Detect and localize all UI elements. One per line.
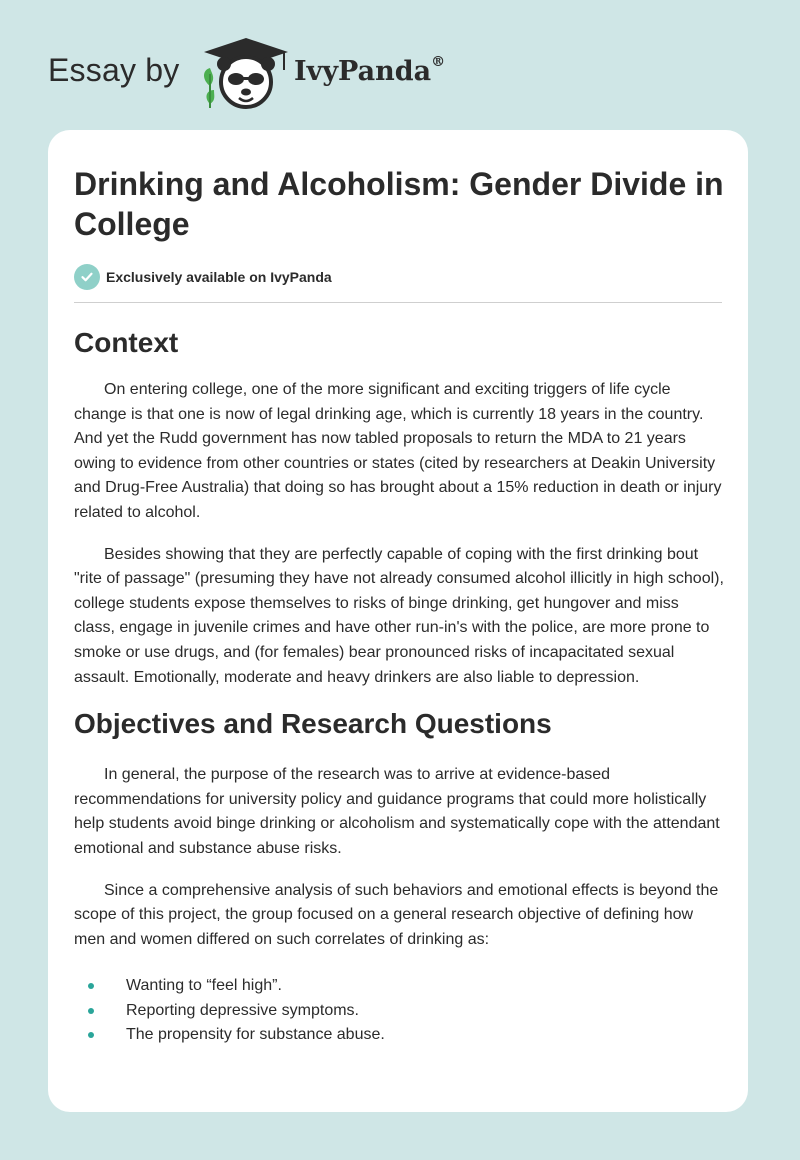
exclusive-badge: [74, 264, 332, 290]
logo-wordmark[interactable]: IvyPanda®: [294, 54, 446, 87]
section-heading-context: Context: [74, 327, 179, 358]
article-card: [48, 130, 748, 1112]
paragraph: Besides showing that they are perfectly capable of coping with the first drinking bout "rite of passage" (presuming they have not already consumed alcohol illicitly in high school), college students expose themselves to risks of binge drinking, get hungover and miss class, engage in juvenile crimes and have other run-in's with the police, are more prone to smoke or use drugs, and (for females) bear pronounced risks of incapacitated sexual assault. Emotionally, moderate and heavy drinkers are also liable to depression.: [74, 545, 724, 686]
paragraph: Since a comprehensive analysis of such behaviors and emotional effects is beyond the scope of this project, the group focused on a general research objective of defining how men and women differed on such correlates of drinking as:: [74, 881, 719, 948]
bullet-list: [74, 974, 724, 1048]
site-header: [0, 0, 800, 130]
paragraph: In general, the purpose of the research was to arrive at evidence-based recommendations for university policy and guidance programs that could more holistically help students avoid binge drinking or alcoholism and systematically cope with the attendant emotional and substance abuse risks.: [74, 766, 720, 857]
article-body: [74, 326, 724, 1048]
divider: [74, 302, 722, 303]
badge-label: Exclusively available on IvyPanda: [106, 269, 332, 285]
list-item: Reporting depressive symptoms.: [74, 999, 724, 1024]
brand-prefix: Essay by: [48, 52, 180, 88]
page-title: Drinking and Alcoholism: Gender Divide in College: [74, 166, 724, 242]
list-item: The propensity for substance abuse.: [74, 1023, 724, 1048]
panda-logo-icon[interactable]: [196, 34, 296, 110]
paragraph: On entering college, one of the more significant and exciting triggers of life cycle change is that one is now of legal drinking age, which is currently 18 years in the country. And yet the Rudd government has now tabled proposals to return the MDA to 21 years owing to evidence from other countries or states (cited by researchers at Deakin University and Drug-Free Australia) that doing so has brought about a 15% reduction in death or injury related to alcohol.: [74, 381, 722, 521]
check-icon: [74, 264, 100, 290]
section-heading-objectives: Objectives and Research Questions: [74, 708, 552, 740]
list-item: Wanting to “feel high”.: [74, 974, 724, 999]
